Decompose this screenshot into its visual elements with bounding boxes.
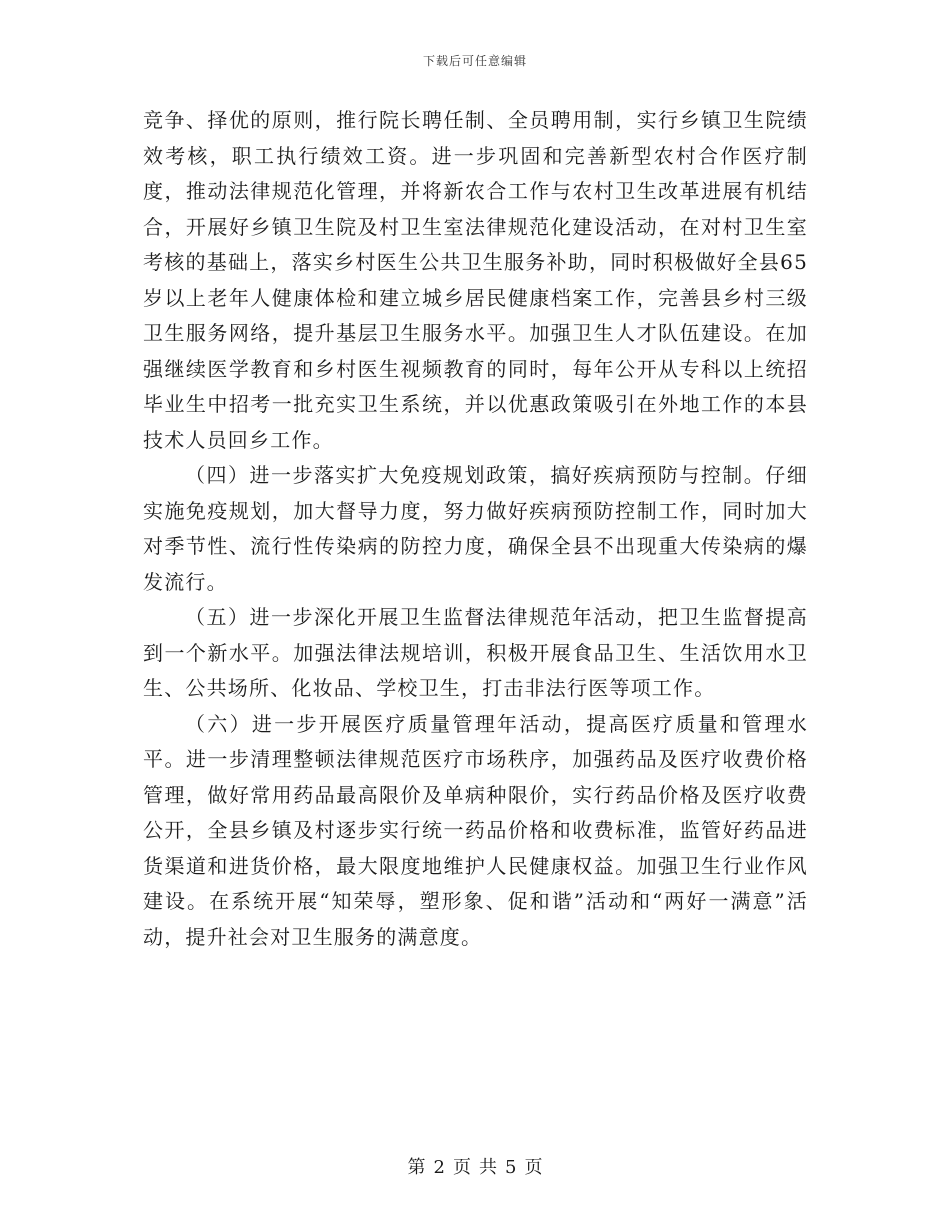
header-note: 下载后可任意编辑 [422,54,527,68]
footer-suffix: 页 [524,1157,543,1178]
paragraph-section-5: （五）进一步深化开展卫生监督法律规范年活动，把卫生监督提高到一个新水平。加强法律法规培训，积极开展食品卫生、生活饮用水卫生、公共场所、化妆品、学校卫生，打击非法行医等项工作。 [143,605,808,700]
footer-prefix: 第 [407,1157,426,1178]
page-footer [0,1153,950,1179]
footer-page-word: 页 [453,1157,471,1178]
total-pages-number: 5 [505,1157,517,1178]
paragraph-section-4: （四）进一步落实扩大免疫规划政策，搞好疾病预防与控制。仔细实施免疫规划，加大督导力度，努力做好疾病预防控制工作，同时加大对季节性、流行性传染病的防控力度，确保全县不出现重大传染病的爆发流行。 [143,463,808,594]
document-body [143,103,808,955]
paragraph-section-6: （六）进一步开展医疗质量管理年活动，提高医疗质量和管理水平。进一步清理整顿法律规范医疗市场秩序，加强药品及医疗收费价格管理，做好常用药品最高限价及单病种限价，实行药品价格及医疗收费公开，全县乡镇及村逐步实行统一药品价格和收费标准，监管好药品进货渠道和进货价格，最大限度地维护人民健康权益。加强卫生行业作风建设。在系统开展“知荣辱，塑形象、促和谐”活动和“两好一满意”活动，提升社会对卫生服务的满意度。 [143,711,808,949]
paragraph-continuation: 竞争、择优的原则，推行院长聘任制、全员聘用制，实行乡镇卫生院绩效考核，职工执行绩效工资。进一步巩固和完善新型农村合作医疗制度，推动法律规范化管理，并将新农合工作与农村卫生改革进展有机结合，开展好乡镇卫生院及村卫生室法律规范化建设活动，在对村卫生室考核的基础上，落实乡村医生公共卫生服务补助，同时积极做好全县65岁以上老年人健康体检和建立城乡居民健康档案工作，完善县乡村三级卫生服务网络，提升基层卫生服务水平。加强卫生人才队伍建设。在加强继续医学教育和乡村医生视频教育的同时，每年公开从专科以上统招毕业生中招考一批充实卫生系统，并以优惠政策吸引在外地工作的本县技术人员回乡工作。 [143,108,808,452]
current-page-number: 2 [433,1157,445,1178]
footer-total-word: 共 [479,1157,497,1178]
